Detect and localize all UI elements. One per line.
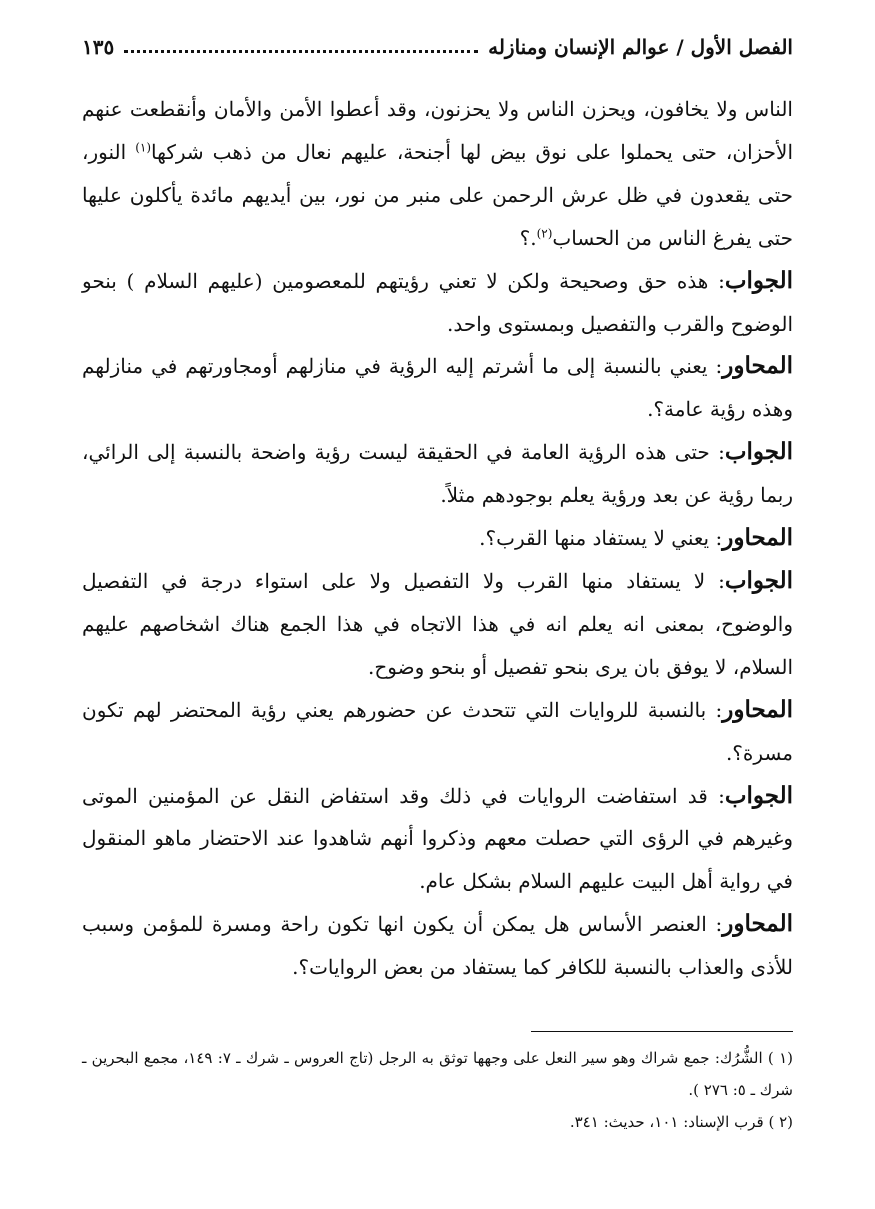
paragraph-text: يعني بالنسبة إلى ما أشرتم إليه الرؤية في منازلهم أومجاورتهم في منازلهم وهذه رؤية عامة؟.	[82, 354, 793, 422]
speaker-label: الجواب	[724, 566, 793, 594]
paragraph-text: بالنسبة للروايات التي تتحدث عن حضورهم يعني رؤية المحتضر لهم تكون مسرة؟.	[82, 697, 793, 765]
footnote-item: (١ ) الشُّرُك: جمع شراك وهو سير النعل على وجهها توثق به الرجل (تاج العروس ـ شرك ـ ٧: ١٤٩، مجمع البحرين ـ شرك ـ ٥: ٢٧٦ ).	[82, 1049, 793, 1099]
page-body	[82, 88, 793, 989]
footnotes	[82, 1042, 793, 1138]
paragraph-text: الناس ولا يخافون، ويحزن الناس ولا يحزنون، وقد أعطوا الأمن والأمان وأنقطعت عنهم الأحزان، حتى يحملوا على نوق بيض لها أجنحة، عليهم نعال من ذهب شركها	[82, 97, 793, 164]
page-number: ١٣٥	[82, 35, 115, 59]
paragraph-text: العنصر الأساس هل يمكن أن يكون انها تكون راحة ومسرة للمؤمن وسبب للأذى والعذاب بالنسبة للكافر كما يستفاد من بعض الروايات؟.	[82, 912, 793, 980]
speaker-label: الجواب	[724, 266, 793, 294]
speaker-label: المحاور	[722, 695, 793, 723]
paragraph-text: النور، حتى يقعدون في ظل عرش الرحمن على منبر من نور، بين أيديهم مائدة يأكلون عليها حتى يفرغ الناس من الحساب	[82, 139, 793, 250]
paragraph-text: قد استفاضت الروايات في ذلك وقد استفاض النقل عن المؤمنين الموتى وغيرهم في الرؤى التي حصلت معهم وذكروا أنهم شاهدوا عند الاحتضار ماهو المنقول في رواية أهل البيت عليهم السلام بشكل عام.	[82, 783, 793, 894]
footnote-item: (٢ ) قرب الإسناد: ١٠١، حديث: ٣٤١.	[569, 1113, 793, 1131]
question-paragraph: المحاور: بالنسبة للروايات التي تتحدث عن حضورهم يعني رؤية المحتضر لهم تكون مسرة؟.	[82, 695, 793, 765]
speaker-label: المحاور	[722, 524, 793, 552]
question-paragraph: المحاور: يعني لا يستفاد منها القرب؟.	[479, 524, 793, 552]
paragraph-text: يعني لا يستفاد منها القرب؟.	[479, 526, 710, 551]
speaker-label: الجواب	[724, 781, 793, 809]
answer-paragraph: الجواب: قد استفاضت الروايات في ذلك وقد استفاض النقل عن المؤمنين الموتى وغيرهم في الرؤى التي حصلت معهم وذكروا أنهم شاهدوا عند الاحتضار ماهو المنقول في رواية أهل البيت عليهم السلام بشكل عام.	[82, 781, 793, 894]
question-paragraph: المحاور: العنصر الأساس هل يمكن أن يكون انها تكون راحة ومسرة للمؤمن وسبب للأذى والعذاب بالنسبة للكافر كما يستفاد من بعض الروايات؟.	[82, 910, 793, 980]
footnote-divider	[531, 1031, 793, 1032]
speaker-label: الجواب	[724, 438, 793, 466]
answer-paragraph: الجواب: هذه حق وصحيحة ولكن لا تعني رؤيتهم للمعصومين (عليهم السلام ) بنحو الوضوح والقرب والتفصيل وبمستوى واحد.	[82, 266, 793, 336]
answer-paragraph: الجواب: لا يستفاد منها القرب ولا التفصيل ولا على استواء درجة في التفصيل والوضوح، بمعنى انه يعلم انه في هذا الاتجاه في هذا الجمع هناك اشخاصهم عليهم السلام، لا يوفق بان يرى بنحو تفصيل أو بنحو وضوح.	[82, 566, 793, 679]
paragraph-text: حتى هذه الرؤية العامة في الحقيقة ليست رؤية واضحة بالنسبة إلى الرائي، ربما رؤية عن بعد ورؤية يعلم بوجودهم مثلاً.	[82, 440, 793, 508]
question-paragraph: المحاور: يعني بالنسبة إلى ما أشرتم إليه الرؤية في منازلهم أومجاورتهم في منازلهم وهذه رؤية عامة؟.	[82, 352, 793, 422]
footnote-ref: (١)	[135, 140, 152, 155]
paragraph-text: هذه حق وصحيحة ولكن لا تعني رؤيتهم للمعصومين (عليهم السلام ) بنحو الوضوح والقرب والتفصيل وبمستوى واحد.	[82, 268, 793, 336]
answer-paragraph: الجواب: حتى هذه الرؤية العامة في الحقيقة ليست رؤية واضحة بالنسبة إلى الرائي، ربما رؤية عن بعد ورؤية يعلم بوجودهم مثلاً.	[82, 438, 793, 508]
header-dotted-leader	[124, 50, 478, 53]
speaker-label: المحاور	[722, 352, 793, 380]
paragraph-text: لا يستفاد منها القرب ولا التفصيل ولا على استواء درجة في التفصيل والوضوح، بمعنى انه يعلم انه في هذا الاتجاه في هذا الجمع هناك اشخاصهم عليهم السلام، لا يوفق بان يرى بنحو تفصيل أو بنحو وضوح.	[82, 568, 793, 679]
chapter-title: الفصل الأول / عوالم الإنسان ومنازله	[488, 35, 793, 59]
paragraph-text: .؟	[519, 225, 537, 250]
speaker-label: المحاور	[722, 910, 793, 938]
paragraph-continuation	[82, 88, 793, 260]
footnote-ref: (٢)	[536, 226, 553, 241]
running-header	[82, 30, 793, 64]
